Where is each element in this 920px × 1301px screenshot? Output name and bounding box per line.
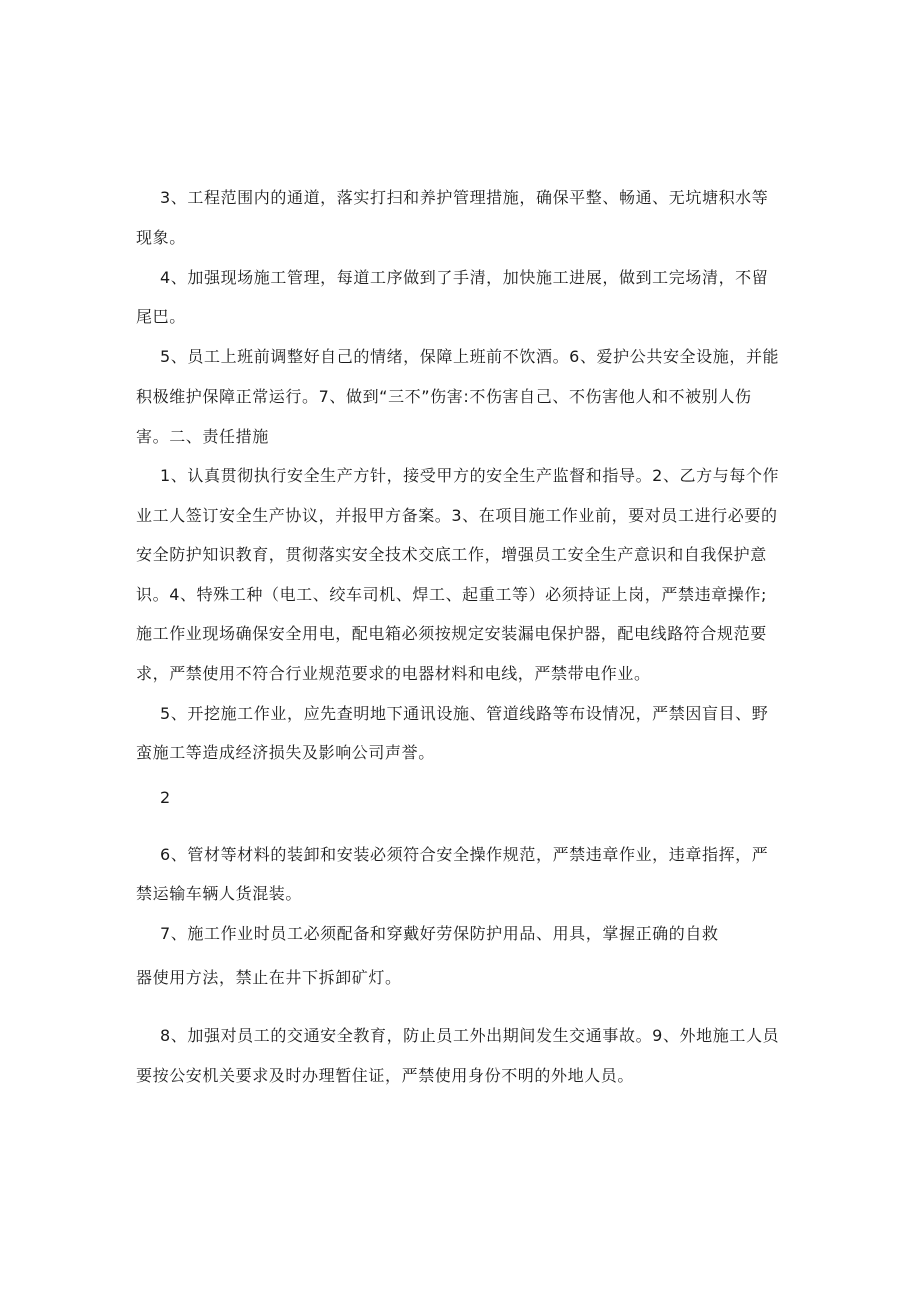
responsibility-line-5: 施工作业现场确保安全用电，配电箱必须按规定安装漏电保护器，配电线路符合规范要 [136,624,767,643]
responsibility-line-6: 求，严禁使用不符合行业规范要求的电器材料和电线，严禁带电作业。 [136,664,651,683]
paragraph-7-line-1: 7、施工作业时员工必须配备和穿戴好劳保防护用品、用具，掌握正确的自救 [160,924,719,943]
paragraph-4-line-2: 尾巴。 [136,307,186,326]
excavation-line-1: 5、开挖施工作业，应先查明地下通讯设施、管道线路等布设情况，严禁因盲目、野 [160,704,769,723]
paragraph-5-line-2: 积极维护保障正常运行。7、做到“三不”伤害:不伤害自己、不伤害他人和不被别人伤 [136,387,752,406]
paragraph-6-line-1: 6、管材等材料的装卸和安装必须符合安全操作规范，严禁违章作业，违章指挥，严 [160,845,769,864]
page-number: 2 [160,788,171,807]
paragraph-8-line-2: 要按公安机关要求及时办理暂住证，严禁使用身份不明的外地人员。 [136,1066,635,1085]
paragraph-5-line-3: 害。二、责任措施 [136,427,269,446]
responsibility-line-3: 安全防护知识教育，贯彻落实安全技术交底工作，增强员工安全生产意识和自我保护意 [136,545,767,564]
paragraph-8-line-1: 8、加强对员工的交通安全教育，防止员工外出期间发生交通事故。9、外地施工人员 [160,1026,780,1045]
paragraph-4-line-1: 4、加强现场施工管理，每道工序做到了手清，加快施工进展，做到工完场清，不留 [160,268,769,287]
responsibility-line-4: 识。4、特殊工种（电工、绞车司机、焊工、起重工等）必须持证上岗，严禁违章操作; [136,585,767,604]
responsibility-line-1: 1、认真贯彻执行安全生产方针，接受甲方的安全生产监督和指导。2、乙方与每个作 [160,466,780,485]
excavation-line-2: 蛮施工等造成经济损失及影响公司声誉。 [136,743,435,762]
paragraph-3-line-1: 3、工程范围内的通道，落实打扫和养护管理措施，确保平整、畅通、无坑塘积水等 [160,188,769,207]
paragraph-3-line-2: 现象。 [136,228,186,247]
responsibility-line-2: 业工人签订安全生产协议，并报甲方备案。3、在项目施工作业前，要对员工进行必要的 [136,506,778,525]
paragraph-5-line-1: 5、员工上班前调整好自己的情绪，保障上班前不饮酒。6、爱护公共安全设施，并能 [160,347,780,366]
paragraph-7-line-2: 器使用方法，禁止在井下拆卸矿灯。 [136,968,402,987]
paragraph-6-line-2: 禁运输车辆人货混装。 [136,884,303,903]
